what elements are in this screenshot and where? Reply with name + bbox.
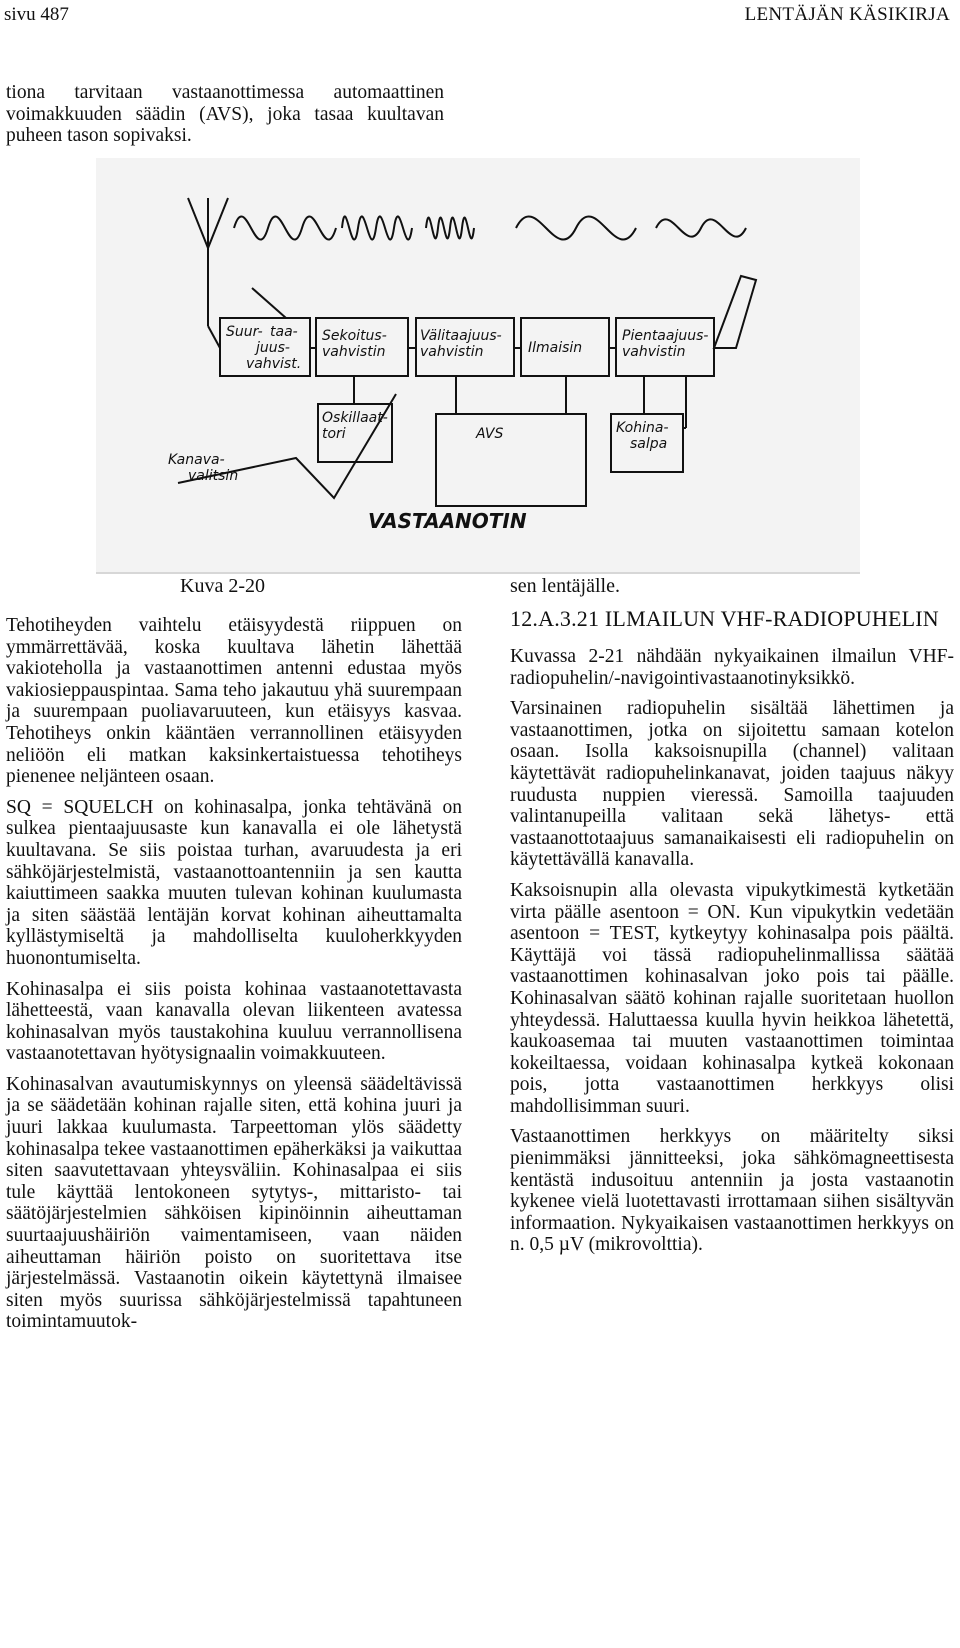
mixer-label: Sekoitus- vahvistin xyxy=(322,328,387,360)
channel-selector-label: Kanava- valitsin xyxy=(168,452,239,484)
modulated-wave-2 xyxy=(342,216,412,239)
section-heading xyxy=(510,606,954,632)
paragraph: Kuvassa 2-21 nähdään nykyaikainen ilmailun VHF-radiopuhelin/-navigointivastaanotinyksikkö. xyxy=(510,646,954,689)
page-number: sivu 487 xyxy=(4,4,69,25)
figure-caption: Kuva 2-20 xyxy=(180,575,265,597)
if-amp-label: Välitaajuus- vahvistin xyxy=(420,328,502,360)
paragraph: Kohinasalpa ei siis poista kohinaa vastaanotettavasta lähetteestä, vaan kanavalla olevan liikenteen avatessa kohinasalvan myös taustakohina kuuluu verrannollisena vastaanotettavan hyötysignaalin voimakkuuteen. xyxy=(6,978,462,1065)
book-title: LENTÄJÄN KÄSIKIRJA xyxy=(744,4,950,25)
avs-label: AVS xyxy=(476,426,504,442)
section-number: 12.A.3.21 xyxy=(510,606,600,631)
audio-wave-2 xyxy=(656,219,746,236)
section-title: ILMAILUN VHF-RADIOPUHELIN xyxy=(604,606,939,631)
audio-wave xyxy=(516,216,636,239)
modulated-wave-1 xyxy=(234,216,336,239)
antenna-icon xyxy=(188,198,228,326)
paragraph: Tehotiheyden vaihtelu etäisyydestä riippuen on ymmärrettävää, koska kuultava lähetin lähettää vakioteholla ja vastaanottimen antenni edustaa myös vakiosieppauspintaa. Sama teho jakautuu yhä suurempaan ja suurempaan puoliavaruuteen, kun etäisyys kasvaa. Tehotiheys onkin kääntäen verrannollinen etäisyyden neliöön eli matkan kaksinkertaistuessa tehotiheys pienenee neljänteen osaan. xyxy=(6,615,462,788)
detector-label: Ilmaisin xyxy=(528,340,583,356)
avs-block xyxy=(436,414,586,506)
right-fragment: sen lentäjälle. xyxy=(510,575,620,597)
if-wave xyxy=(426,218,474,239)
paragraph: Kaksoisnupin alla olevasta vipukytkimestä kytketään virta päälle asentoon = ON. Kun vipukytkin vedetään asentoon = TEST, kytkeytyy kohinasalpa pois päältä. Käyttäjä voi tässä radiopuhelinmallissa säätää vastaanottimen kohinasalvan joko pois tai päälle. Kohinasalvan säätö kohinan rajalle suoritetaan huollon yhteydessä. Haluttaessa kuulla hyvin heikkoa lähetettä, kaukoasemaa tai muuten vastaanottimen toimintaa kokeiltaessa, voidaan kohinasalpa kytkeä kokonaan pois, jotta vastaanottimen herkkyys olisi mahdollisimman suuri. xyxy=(510,879,954,1117)
af-amp-label: Pientaajuus- vahvistin xyxy=(622,328,709,360)
paragraph: Vastaanottimen herkkyys on määritelty siksi pienimmäksi jännitteeksi, joka sähkömagneettisesta kentästä indusoituu antenniin ja josta vastaanotin kykenee vielä luotettavasti irrottamaan siihen sisältyvän informaation. Nykyaikaisen vastaanottimen herkkyys on n. 0,5 µV (mikrovolttia). xyxy=(510,1126,954,1256)
speaker-icon xyxy=(714,276,756,348)
paragraph: Varsinainen radiopuhelin sisältää lähettimen ja vastaanottimen, jotka on sijoitettu samaan kotelon osaan. Isolla kaksoisnupilla (channel) valitaan käytettävät radiopuhelinkanavat, joiden taajuus näkyy ruudusta nuppien vieressä. Samoilla taajuuden valintanupeilla valitaan sekä lähetys- että vastaanottotaajuus samanaikaisesti eli radiopuhelin on käytettävällä kanavalla. xyxy=(510,698,954,871)
oscillator-label: Oskillaat- tori xyxy=(322,410,388,442)
squelch-label: Kohina- salpa xyxy=(616,420,669,452)
right-column xyxy=(510,606,954,1265)
paragraph: SQ = SQUELCH on kohinasalpa, jonka tehtävänä on sulkea pientaajuusaste kun kanavalla ei ole lähetystä kuultavana. Se siis poistaa turhan, avaruudesta ja eri sähköjärjestelmistä, vastaanottoantenniin ja sen kautta kaiuttimeen saakka muuten tulevan kohinan kuulumasta ja siten säästää lentäjän korvat kohinan aiheuttamalta kyllästymiseltä ja mahdolliselta kuuloherkkyyden huonontumiselta. xyxy=(6,796,462,969)
continued-paragraph: tiona tarvitaan vastaanottimessa automaattinen voimakkuuden säädin (AVS), joka tasaa kuultavan puheen tason sopivaksi. xyxy=(6,82,444,147)
page-header xyxy=(4,4,950,30)
paragraph: Kohinasalvan avautumiskynnys on yleensä säädeltävissä ja se säädetään kohinan rajalle siten, että kohina juuri ja juuri lakkaa kuulumasta. Tarpeettoman ylös säädetty kohinasalpa tekee vastaanottimen epäherkäksi ja vaikuttaa siten saavutettavaan yhteysväliin. Kohinasalpaa ei siis tule käyttää lentokoneen sytytys-, mittaristo- tai säätöjärjestelmien sähköisen kipinöinnin aiheuttaman suurtaajuushäiriön vaimentamiseen, vaan näiden aiheuttaman häiriön poisto on suoritettava itse järjestelmässä. Vastaanotin oikein käytettynä ilmaisee siten myös suurissa sähköjärjestelmissä tapahtuneen toimintamuutok- xyxy=(6,1073,462,1333)
figure-title: VASTAANOTIN xyxy=(368,509,527,533)
left-column xyxy=(6,615,462,1342)
rf-amp-label: Suur- taa- juus- vahvist. xyxy=(226,324,302,372)
receiver-block-diagram xyxy=(96,158,860,574)
